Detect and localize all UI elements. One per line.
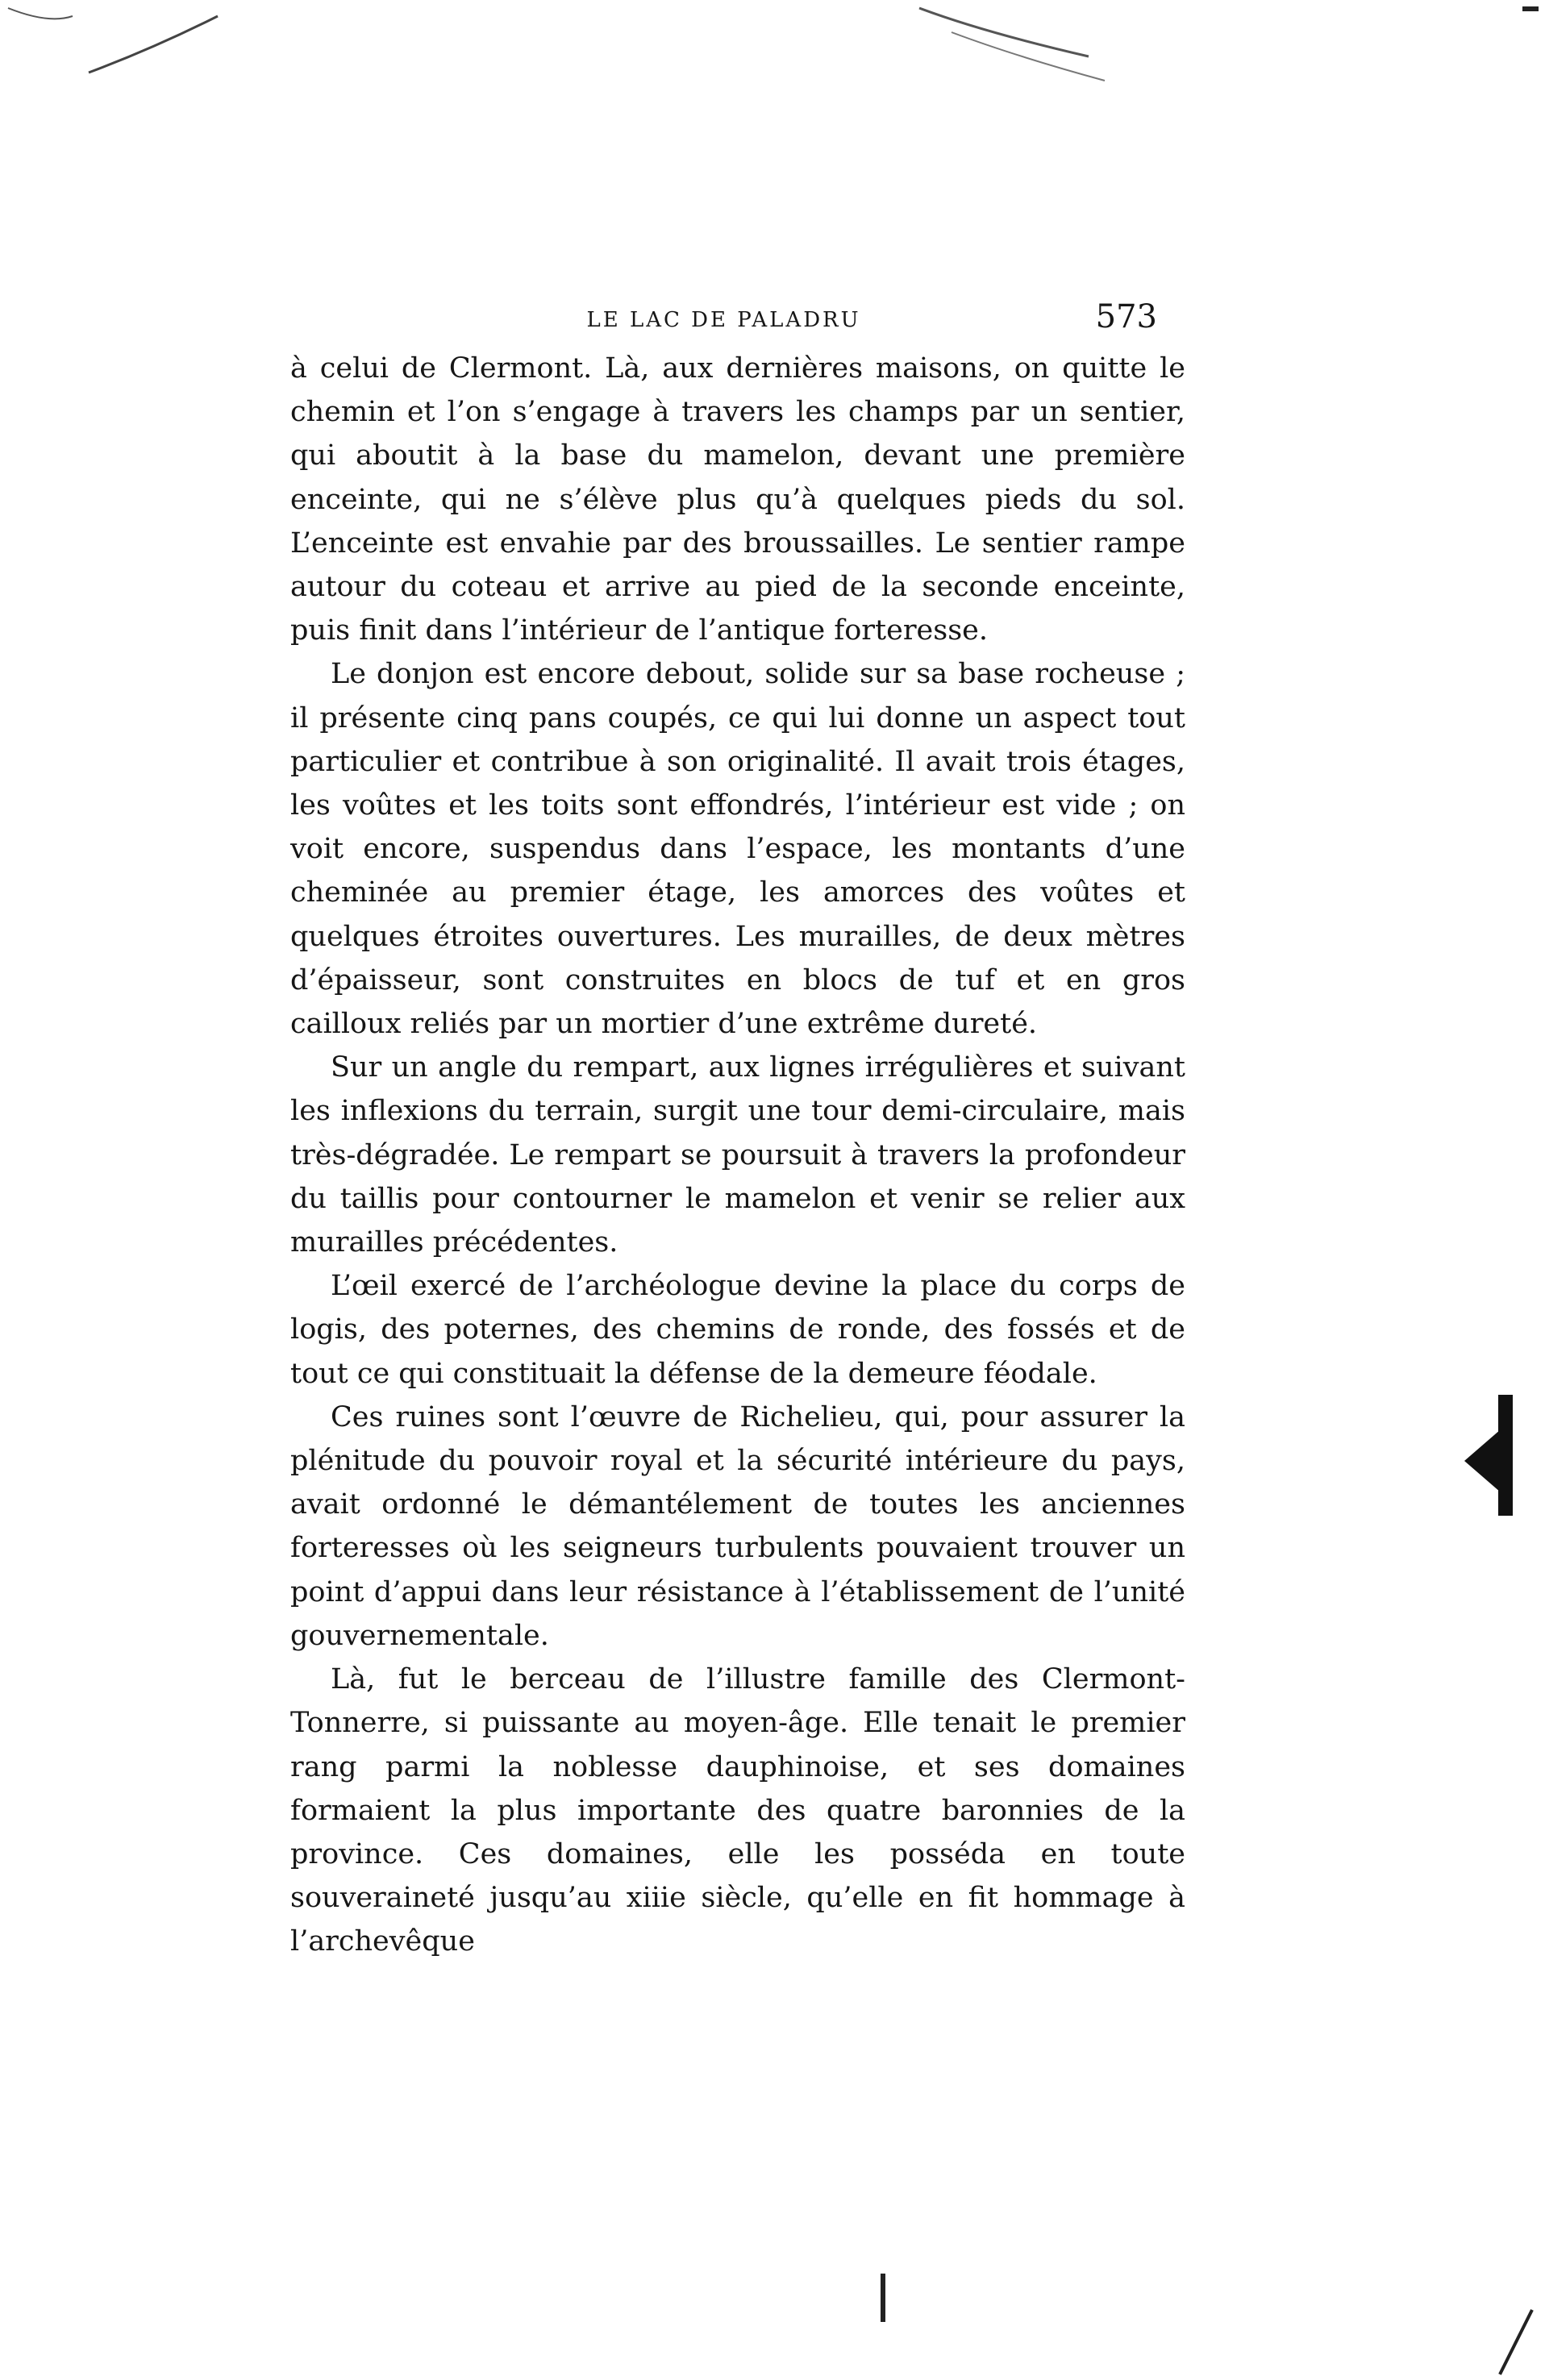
paragraph-4: L’œil exercé de l’archéologue devine la place du corps de logis, des poternes, des chemins de ronde, des fossés et de tout ce qui constituait la défense de la demeure féodale.	[290, 1270, 1185, 1390]
page-number: 573	[1095, 298, 1157, 335]
scan-mark-bottom	[881, 2274, 885, 2322]
paragraph-6: Là, fut le berceau de l’illustre famille des Clermont-Tonnerre, si puissante au moyen-âge. Elle tenait le premier rang parmi la noblesse dauphinoise, et ses domaines formaient la plus importante des quatre baronnies de la province. Ces domaines, elle les posséda en toute souveraineté jusqu’au xiiie siècle, qu’elle en fit hommage à l’archevêque	[290, 1663, 1185, 1958]
scan-edge-arrow	[1464, 1419, 1513, 1503]
paragraph-3: Sur un angle du rempart, aux lignes irrégulières et suivant les inflexions du terrain, surgit une tour demi-circulaire, mais très-dégradée. Le rempart se poursuit à travers la profondeur du taillis pour contourner le mamelon et venir se relier aux murailles précédentes.	[290, 1051, 1185, 1259]
scan-mark-bottom-right	[1492, 2306, 1540, 2378]
paragraph-2: Le donjon est encore debout, solide sur sa base rocheuse ; il présente cinq pans coupés, ce qui lui donne un aspect tout particulier et contribue à son originalité. Il avait trois étages, les voûtes et les toits sont effondrés, l’intérieur est vide ; on voit encore, suspendus dans l’espace, les montants d’une cheminée au premier étage, les amorces des voûtes et quelques étroites ouvertures. Les murailles, de deux mètres d’épaisseur, sont construites en blocs de tuf et en gros cailloux reliés par un mortier d’une extrême dureté.	[290, 658, 1185, 1041]
paragraph-5: Ces ruines sont l’œuvre de Richelieu, qui, pour assurer la plénitude du pouvoir royal et la sécurité intérieure du pays, avait ordonné le démantélement de toutes les anciennes forteresses où les seigneurs turbulents pouvaient trouver un point d’appui dans leur résistance à l’établissement de l’unité gouvernementale.	[290, 1400, 1185, 1652]
paragraph-1: à celui de Clermont. Là, aux dernières maisons, on quitte le chemin et l’on s’engage à travers les champs par un sentier, qui aboutit à la base du mamelon, devant une première enceinte, qui ne s’élève plus qu’à quelques pieds du sol. L’enceinte est envahie par des broussailles. Le sentier rampe autour du coteau et arrive au pied de la seconde enceinte, puis finit dans l’intérieur de l’antique forteresse.	[290, 352, 1185, 647]
body-text	[290, 347, 1185, 1964]
scan-smudge-top-right	[887, 0, 1145, 97]
running-head: LE LAC DE PALADRU	[586, 308, 861, 332]
page-header	[290, 298, 1157, 339]
scan-mark-corner	[1522, 6, 1539, 11]
scan-smudge-top-left	[0, 0, 258, 97]
